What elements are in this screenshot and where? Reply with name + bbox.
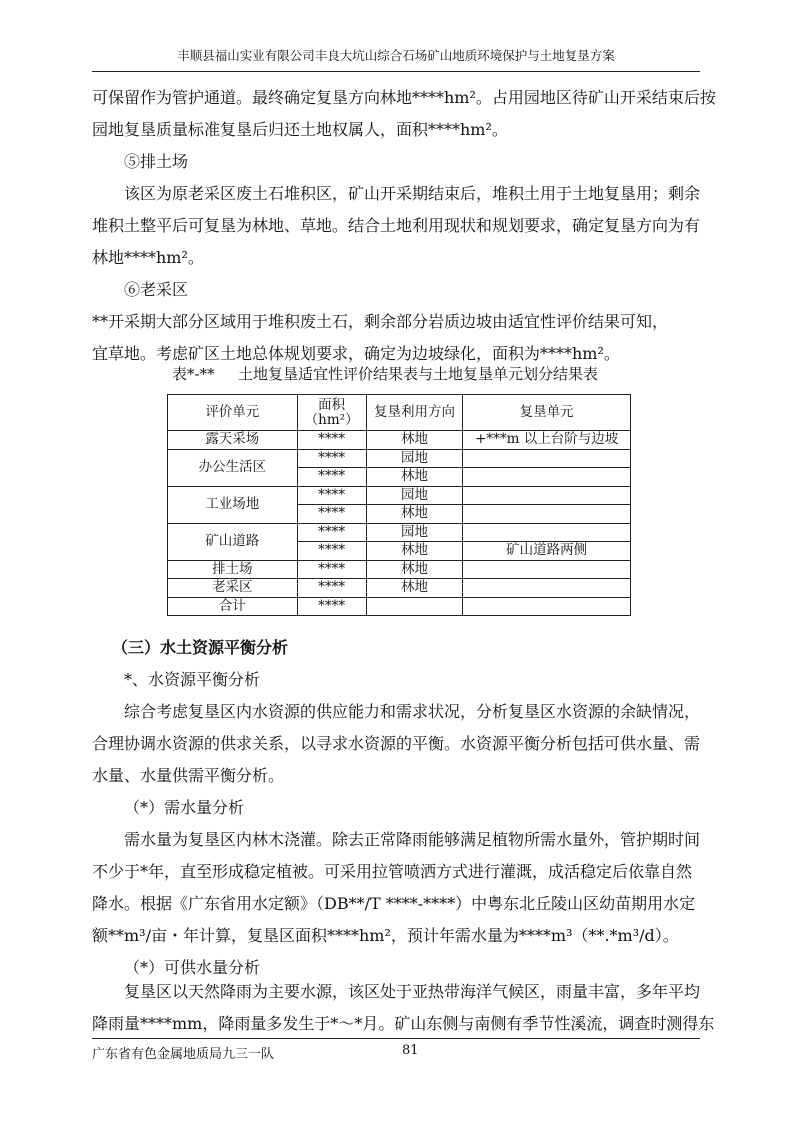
section-title-dump-site: ⑤排土场	[124, 152, 189, 171]
cell-use: 林地	[366, 579, 463, 598]
cell-use: 园地	[366, 486, 463, 505]
cell-use: 林地	[366, 431, 463, 450]
cell-reclaim: +***m 以上台阶与边坡	[463, 431, 631, 450]
cell-area: ****	[297, 468, 366, 487]
subsubsection-demand: （*）需水量分析	[124, 798, 245, 817]
section-heading-water-soil: （三）水土资源平衡分析	[112, 638, 289, 657]
cell-area: ****	[297, 505, 366, 524]
table-row	[168, 486, 631, 505]
text-line: 额**m³/亩・年计算，复垦区面积****hm²，预计年需水量为****m³（**.*m³/d）。	[92, 926, 679, 945]
paragraph-green-land	[92, 82, 716, 146]
header-divider	[92, 71, 700, 72]
cell-unit: 工业场地	[168, 486, 298, 523]
section-dump-site-block	[92, 146, 702, 178]
section-old-pit-block	[92, 274, 702, 306]
paragraph-old-pit	[92, 306, 702, 370]
cell-reclaim	[463, 560, 631, 579]
header-unit: 评价单元	[168, 395, 298, 431]
cell-unit: 露天采场	[168, 431, 298, 450]
cell-reclaim	[463, 486, 631, 505]
footer-organization: 广东省有色金属地质局九三一队	[92, 1047, 275, 1062]
text-line: 复垦区以天然降雨为主要水源，该区处于亚热带海洋气候区，雨量丰富，多年平均	[124, 982, 701, 1001]
paragraph-water-balance	[92, 696, 702, 792]
cell-reclaim	[463, 505, 631, 524]
cell-use	[366, 597, 463, 616]
paragraph-supply	[92, 976, 715, 1040]
table-total-row	[168, 597, 631, 616]
table-title: 土地复垦适宜性评价结果表与土地复垦单元划分结果表	[238, 365, 599, 383]
cell-area: ****	[297, 542, 366, 561]
text-line: 不少于*年，直至形成稳定植被。可采用拉管喷洒方式进行灌溉，成活稳定后依靠自然	[92, 862, 693, 881]
text-line: 堆积土整平后可复垦为林地、草地。结合土地利用现状和规划要求，确定复垦方向为有	[92, 216, 701, 235]
text-line: 综合考虑复垦区内水资源的供应能力和需求状况，分析复垦区水资源的余缺情况，	[124, 702, 701, 721]
page-header: 丰顺县福山实业有限公司丰良大坑山综合石场矿山地质环境保护与土地复垦方案	[177, 48, 615, 63]
cell-reclaim	[463, 597, 631, 616]
cell-reclaim	[463, 579, 631, 598]
text-line: **开采期大部分区域用于堆积废土石，剩余部分岩质边坡由适宜性评价结果可知，	[92, 312, 669, 331]
cell-unit: 合计	[168, 597, 298, 616]
table-row	[168, 431, 631, 450]
cell-area: ****	[297, 486, 366, 505]
cell-reclaim	[463, 468, 631, 487]
cell-reclaim: 矿山道路两侧	[463, 542, 631, 561]
subsubsection-supply: （*）可供水量分析	[124, 958, 261, 977]
table-number: 表*-**	[172, 365, 215, 383]
reclamation-table	[167, 394, 631, 616]
cell-reclaim	[463, 449, 631, 468]
cell-use: 园地	[366, 523, 463, 542]
table-row	[168, 449, 631, 468]
cell-area: ****	[297, 523, 366, 542]
cell-unit: 排土场	[168, 560, 298, 579]
table-row	[168, 560, 631, 579]
text-line: 宜草地。考虑矿区土地总体规划要求，确定为边坡绿化，面积为****hm²。	[92, 344, 620, 363]
subsubsection-block	[92, 792, 702, 824]
paragraph-dump-site	[92, 178, 702, 274]
cell-unit: 矿山道路	[168, 523, 298, 560]
text-line: 该区为原老采区废土石堆积区，矿山开采期结束后，堆积土用于土地复垦用；剩余	[124, 184, 701, 203]
cell-area: ****	[297, 431, 366, 450]
page-number: 81	[402, 1043, 419, 1058]
table-header-row	[168, 395, 631, 431]
header-use: 复垦利用方向	[366, 395, 463, 431]
cell-unit: 老采区	[168, 579, 298, 598]
header-area: 面积（hm²）	[297, 395, 366, 431]
section-heading-block	[92, 632, 702, 664]
cell-use: 林地	[366, 560, 463, 579]
cell-unit: 办公生活区	[168, 449, 298, 486]
text-line: 林地****hm²。	[92, 248, 204, 267]
footer-divider	[92, 1038, 700, 1039]
cell-use: 林地	[366, 505, 463, 524]
cell-reclaim	[463, 523, 631, 542]
subsection-block	[92, 664, 702, 696]
cell-area: ****	[297, 449, 366, 468]
cell-area: ****	[297, 579, 366, 598]
cell-area: ****	[297, 560, 366, 579]
text-line: 需水量为复垦区内林木浇灌。除去正常降雨能够满足植物所需水量外，管护期时间	[124, 830, 701, 849]
text-line: 合理协调水资源的供求关系，以寻求水资源的平衡。水资源平衡分析包括可供水量、需	[92, 734, 701, 753]
text-line: 水量、水量供需平衡分析。	[92, 766, 285, 785]
table-row	[168, 523, 631, 542]
text-line: 可保留作为管护通道。最终确定复垦方向林地****hm²。占用园地区待矿山开采结束后按	[92, 88, 716, 107]
cell-use: 园地	[366, 449, 463, 468]
table-row	[168, 579, 631, 598]
cell-area: ****	[297, 597, 366, 616]
subsection-water-balance: *、水资源平衡分析	[124, 670, 261, 689]
text-line: 降水。根据《广东省用水定额》（DB**/T ****-****）中粤东北丘陵山区幼苗期用水定	[92, 894, 696, 913]
text-line: 园地复垦质量标准复垦后归还土地权属人，面积****hm²。	[92, 120, 508, 139]
text-line: 降雨量****mm，降雨量多发生于*～*月。矿山东侧与南侧有季节性溪流，调查时测得东	[92, 1014, 715, 1033]
paragraph-demand	[92, 824, 702, 952]
header-reclaim-unit: 复垦单元	[463, 395, 631, 431]
cell-use: 林地	[366, 542, 463, 561]
cell-use: 林地	[366, 468, 463, 487]
section-title-old-pit: ⑥老采区	[124, 280, 189, 299]
